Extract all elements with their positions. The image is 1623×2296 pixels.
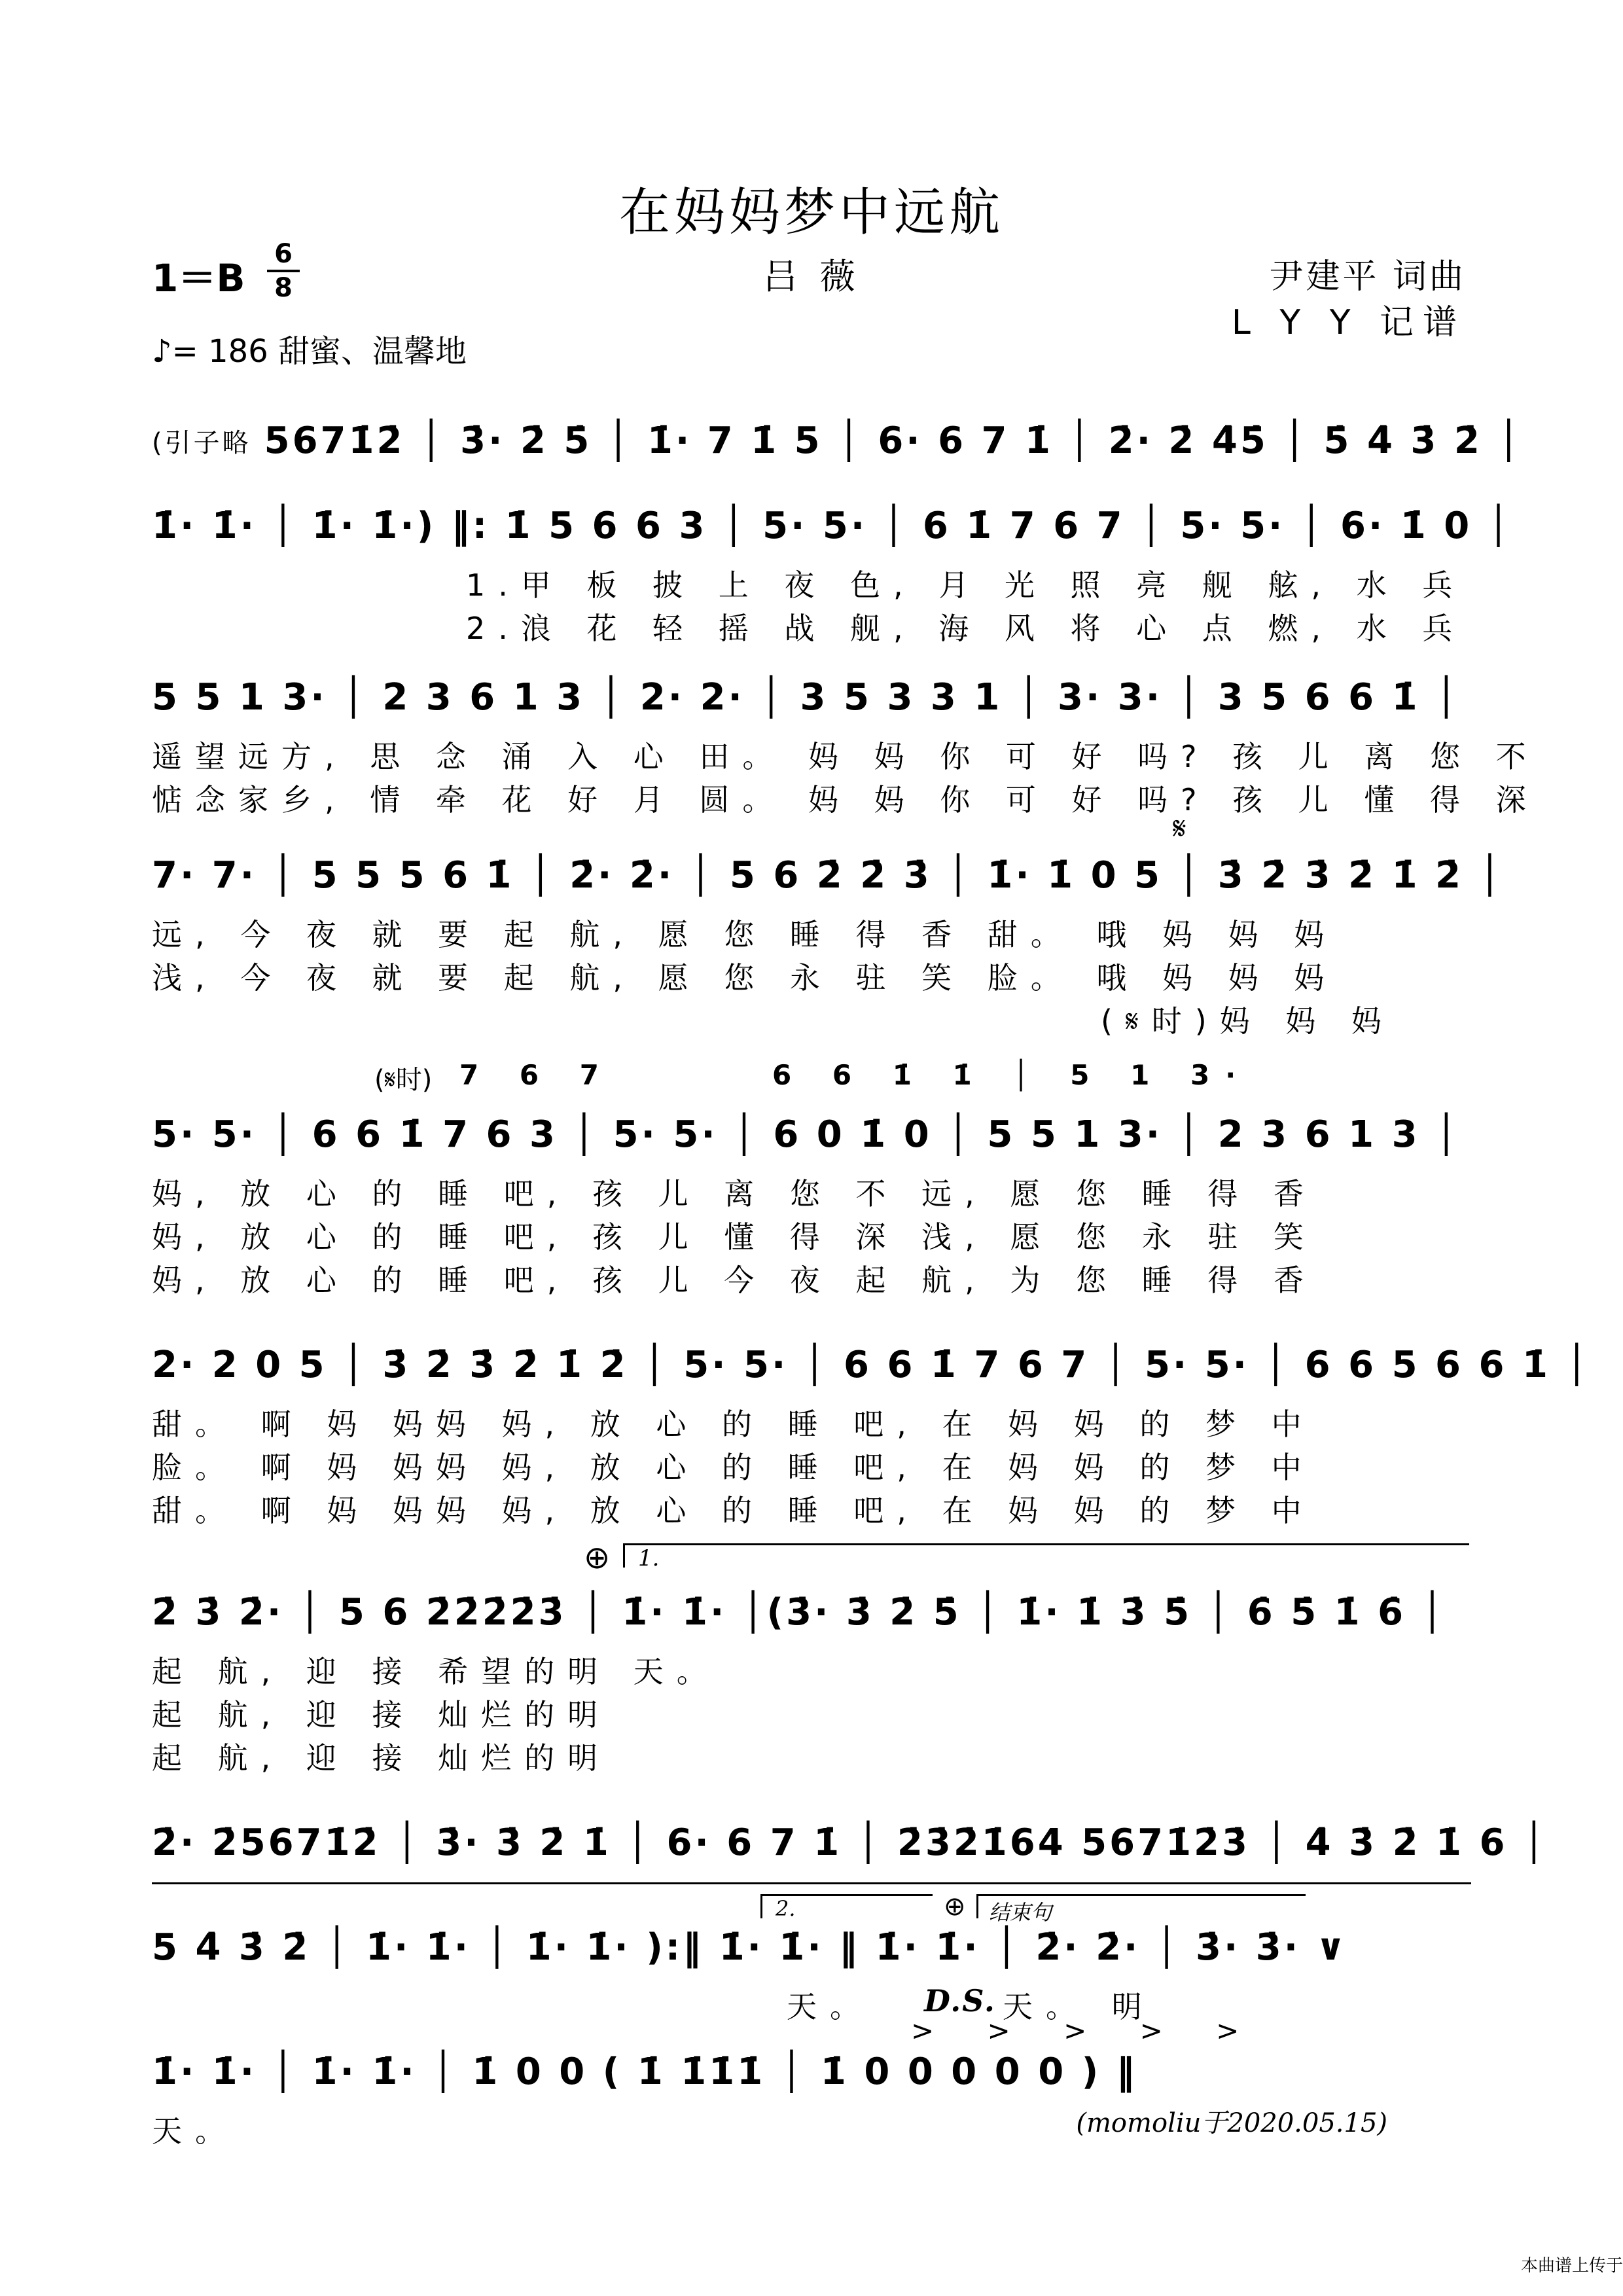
lyric-verse-1: 妈, 放 心 的 睡 吧, 孩 儿 离 您 不 远, 愿 您 睡 得 香 [152, 1176, 1317, 1211]
coda-sign: ⊕ [584, 1539, 611, 1576]
lyric-verse-1: 1.甲 板 披 上 夜 色, 月 光 照 亮 舰 舷, 水 兵 [466, 567, 1466, 603]
coda-bracket [976, 1894, 1306, 1925]
lyric-verse-2: 2.浪 花 轻 摇 战 舰, 海 风 将 心 点 燃, 水 兵 [466, 611, 1466, 646]
volta-1-label: 1. [638, 1545, 660, 1571]
lyric-verse-2: 脸。 啊 妈 妈妈 妈, 放 心 的 睡 吧, 在 妈 妈 的 梦 中 [152, 1450, 1315, 1485]
row-notes: 5· 5· │ 6 6 1̇ 7 6 3 │ 5· 5· │ 6 0 1̇ 0 │ 5 5 1 3· │ 2 3 6 1 3 │ [152, 1113, 1460, 1156]
score-row-1 [152, 411, 1523, 470]
page-title: 在妈妈梦中远航 [618, 183, 1004, 242]
score-row-6 [152, 1335, 1591, 1528]
lyric-verse-2: 浅, 今 夜 就 要 起 航, 愿 您 永 驻 笑 脸。 哦 妈 妈 妈 [152, 960, 1338, 996]
row-notes: 5 5 1 3· │ 2 3 6 1 3 │ 2· 2· │ 3 5 3 3 1 │ 3· 3· │ 3 5 6 6 1̇ │ [152, 675, 1460, 719]
score-row-5 [152, 1059, 1471, 1298]
footer-watermark: 本曲谱上传于 [1520, 2256, 1623, 2276]
score-row-7 [152, 1539, 1471, 1776]
notes-text: 5671̇2̇ │ 3̇· 2̇ 5̇ │ 1̇· 7 1̇ 5 │ 6· 6 7 1̇ │ 2̇· 2̇ 4̇5̇ │ 5̇ 4̇ 3̇ 2̇ │ [264, 419, 1523, 462]
lyric-a: 天。 [787, 1989, 873, 2024]
segno-sign: 𝄋 [1173, 810, 1186, 847]
volta-bracket-2 [760, 1894, 933, 1921]
row-notes: 2̇· 2̇5671̇2̇ │ 3̇· 3̇ 2̇ 1̇ │ 6· 6 7 1̇ │ 2̇3̇2̇1̇64 5671̇2̇3̇ │ 4̇ 3̇ 2̇ 1̇ 6 │ [152, 1821, 1548, 1864]
lyric-verse-1: 起 航, 迎 接 希望的明 天。 [152, 1654, 720, 1689]
credit-transcriber: L Y Y 记谱 [1231, 303, 1466, 342]
volta-bracket-1 [623, 1543, 1469, 1571]
row-notes: 5 4̇ 3̇ 2̇ │ 1̇· 1̇· │ 1̇· 1̇· ):‖ 1̇· 1̇· ‖ 1̇· 1̇· │ 2̇· 2̇· │ 3̇· 3̇· ∨ [152, 1926, 1348, 1969]
ds-marker: (𝄋时) [374, 1065, 433, 1095]
row-notes: 1̇· 1̇· │ 1̇· 1̇·) ‖: 1̇ 5 6 6 3 │ 5· 5· │ 6 1̇ 7 6 7 │ 5· 5· │ 6· 1̇ 0 │ [152, 504, 1512, 547]
upper-notes-1: 7 6 7 [459, 1059, 615, 1091]
lyric-verse-3: 妈, 放 心 的 睡 吧, 孩 儿 今 夜 起 航, 为 您 睡 得 香 [152, 1263, 1317, 1298]
volta-2-label: 2. [776, 1896, 796, 1921]
transcription-date: (momoliu于2020.05.15) [1076, 2108, 1387, 2138]
upper-notes-2: 6 6 1̇ 1̇ │ 5 1 3· [772, 1059, 1252, 1091]
score-row-4 [152, 810, 1504, 1039]
lyric-verse-2: 惦念家乡, 情 牵 花 好 月 圆。 妈 妈 你 可 好 吗? 孩 儿 懂 得 深 [152, 782, 1539, 817]
lyric-b: 天。 明 [1003, 1989, 1155, 2024]
row-notes: 7· 7· │ 5 5 5 6 1̇ │ 2̇· 2̇· │ 5 6 2̇ 2̇ 3̇ │ 1̇· 1̇ 0 5 │ 3̇ 2̇ 3̇ 2̇ 1̇ 2̇ │ [152, 853, 1504, 897]
score-row-2 [152, 496, 1512, 646]
score-row-3 [152, 668, 1539, 817]
accent-marks: > > > > > [911, 2015, 1262, 2047]
lyric-final: 天。 [152, 2113, 238, 2149]
time-sig-bottom: 8 [274, 273, 293, 303]
singer: 吕 薇 [762, 256, 861, 297]
lyric-verse-2: 妈, 放 心 的 睡 吧, 孩 儿 懂 得 深 浅, 愿 您 永 驻 笑 [152, 1219, 1317, 1255]
lyric-ds: (𝄋时)妈 妈 妈 [1101, 1003, 1395, 1039]
score-row-8 [152, 1813, 1548, 1872]
lyric-verse-3: 起 航, 迎 接 灿烂的明 [152, 1740, 611, 1776]
lyric-verse-1: 远, 今 夜 就 要 起 航, 愿 您 睡 得 香 甜。 哦 妈 妈 妈 [152, 917, 1338, 952]
volta-1-line [152, 1882, 1471, 1884]
row-notes: 2̇ 3̇ 2̇· │ 5 6 2̇2̇2̇2̇3̇ │ 1̇· 1̇· │(3̇· 3̇ 2̇ 5̇ │ 1̇· 1̇ 3̇ 5̇ │ 6̇ 5̇ 1̇ 6̇ │ [152, 1590, 1446, 1634]
lyric-verse-3: 甜。 啊 妈 妈妈 妈, 放 心 的 睡 吧, 在 妈 妈 的 梦 中 [152, 1493, 1315, 1528]
key-signature: 1＝B [152, 256, 245, 300]
row-notes [152, 411, 1522, 470]
lyric-verse-1: 遥望远方, 思 念 涌 入 心 田。 妈 妈 你 可 好 吗? 孩 儿 离 您 不 [152, 739, 1539, 774]
coda-label: 结束句 [989, 1900, 1052, 1925]
tempo-marking: ♪= 186 甜蜜、温馨地 [152, 333, 467, 370]
time-sig-top: 6 [274, 239, 293, 269]
row-notes: 2· 2 0 5 │ 3̇ 2̇ 3̇ 2̇ 1̇ 2̇ │ 5· 5· │ 6 6 1̇ 7 6 7 │ 5· 5· │ 6 6 5 6 6 1̇ │ [152, 1343, 1591, 1386]
intro-label: (引子略 [152, 427, 251, 458]
ds-instruction: D.S. [924, 1983, 996, 2018]
lyric-verse-1: 甜。 啊 妈 妈妈 妈, 放 心 的 睡 吧, 在 妈 妈 的 梦 中 [152, 1407, 1315, 1442]
row-notes: 1̇· 1̇· │ 1̇· 1̇· │ 1̇ 0 0 ( 1̇ 1̇1̇1̇ │ 1̇ 0 0 0 0 0 ) ‖ [152, 2050, 1137, 2093]
coda-sign-2: ⊕ [944, 1892, 966, 1922]
lyric-verse-2: 起 航, 迎 接 灿烂的明 [152, 1697, 611, 1732]
credit-lyric-music: 尹建平 词曲 [1269, 257, 1466, 296]
score-row-9 [152, 1892, 1471, 2024]
